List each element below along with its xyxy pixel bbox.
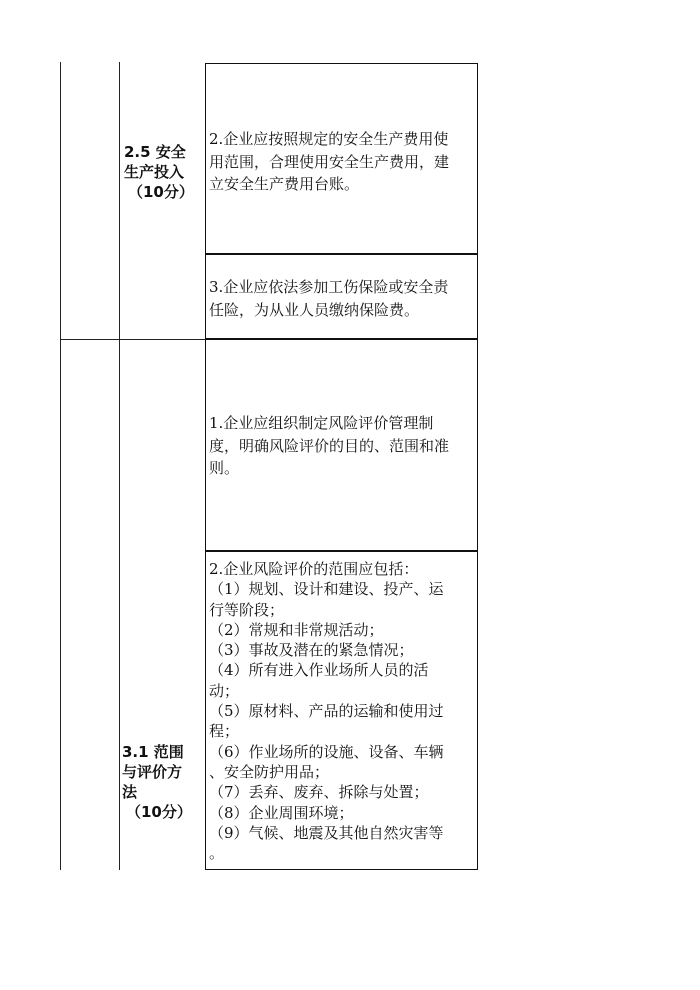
cell-text-2-5-item-3: 3.企业应依法参加工伤保险或安全责 任险，为从业人员缴纳保险费。 — [209, 278, 449, 319]
table-left-border — [60, 62, 61, 870]
section-label-3-1: 3.1 范围 与评价方 法 （10分） — [122, 743, 192, 821]
table-column-divider — [119, 62, 120, 870]
cell-text-3-1-item-1: 1.企业应组织制定风险评价管理制 度，明确风险评价的目的、范围和准 则。 — [209, 414, 450, 477]
cell-text-3-1-item-2: 2.企业风险评价的范围应包括： （1）规划、设计和建设、投产、运 行等阶段； （2）常规和非常规活动； （3）事故及潜在的紧急情况； （4）所有进入作业场所人员的活 动； （5）原材料、产品的运输和使用过 程； （6）作业场所的设施、设备、车辆 、安全防护用品； （7）丢弃、废弃、拆除与处置； （8）企业周围环境； （9）气候、地震及其他自然灾害等 。 — [209, 560, 444, 863]
cell-text-2-5-item-2: 2.企业应按照规定的安全生产费用使 用范围，合理使用安全生产费用，建 立安全生产费用台账。 — [209, 130, 450, 193]
section-label-2-5: 2.5 安全 生产投入 （10分） — [124, 143, 194, 201]
section-divider — [60, 339, 206, 340]
